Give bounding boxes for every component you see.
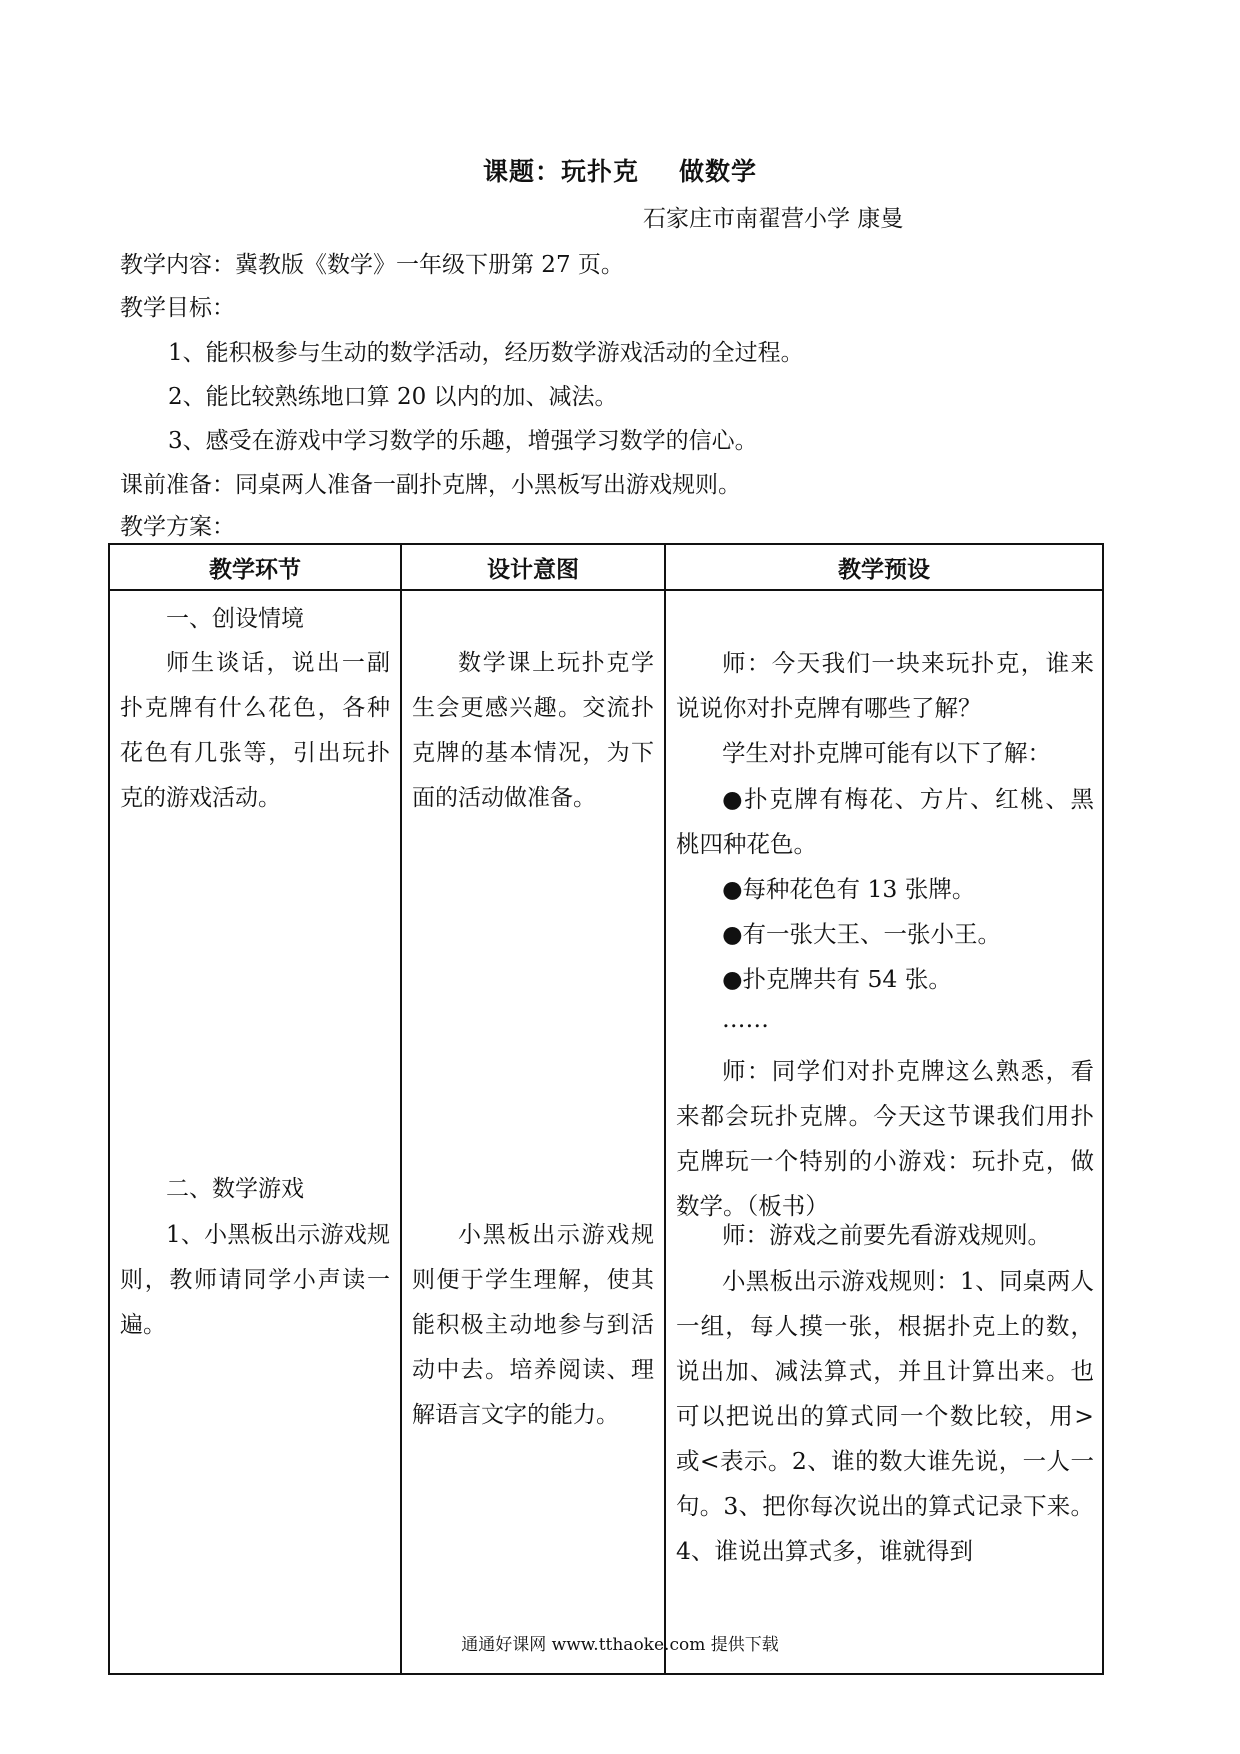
plan-label: 教学方案： [120,514,235,540]
intent-text-2: 小黑板出示游戏规则便于学生理解，使其能积极主动地参与到活动中去。培养阅读、理解语言文字的能力。 [412,1222,654,1428]
table-body-row [109,590,1103,1674]
intent-text-1: 数学课上玩扑克学生会更感兴趣。交流扑克牌的基本情况，为下面的活动做准备。 [412,650,654,811]
bullet-suits: ●扑克牌有梅花、方片、红桃、黑桃四种花色。 [676,785,1094,858]
cell-teaching-plan [665,590,1103,1674]
student-intro: 学生对扑克牌可能有以下了解： [722,739,1051,767]
teacher-question-1: 师：今天我们一块来玩扑克，谁来说说你对扑克牌有哪些了解？ [676,649,1094,722]
bullet-total: ●扑克牌共有 54 张。 [722,965,952,993]
section-text-2: 1、小黑板出示游戏规则，教师请同学小声读一遍。 [120,1222,390,1338]
cell-teaching-step [109,590,401,1674]
teacher-question-3: 师：游戏之前要先看游戏规则。 [722,1221,1051,1249]
objective-item-2: 2、能比较熟练地口算 20 以内的加、减法。 [168,384,618,410]
bullet-cards-per-suit: ●每种花色有 13 张牌。 [722,875,976,903]
game-rules: 小黑板出示游戏规则：1、同桌两人一组，每人摸一张，根据扑克上的数，说出加、减法算式，并且计算出来。也可以把说出的算式同一个数比较，用>或<表示。2、谁的数大谁先说，一人一句。3、把你每次说出的算式记录下来。4、谁说出算式多，谁就得到 [676,1267,1094,1565]
author-line: 石家庄市南翟营小学 康曼 [643,206,904,232]
cell-design-intent [401,590,665,1674]
header-teaching-step: 教学环节 [109,544,401,590]
lesson-plan-table [108,543,1104,1675]
bullet-jokers: ●有一张大王、一张小王。 [722,920,1002,948]
objective-item-1: 1、能积极参与生动的数学活动，经历数学游戏活动的全过程。 [168,340,804,366]
header-teaching-plan: 教学预设 [665,544,1103,590]
header-design-intent: 设计意图 [401,544,665,590]
teacher-question-2: 师：同学们对扑克牌这么熟悉，看来都会玩扑克牌。今天这节课我们用扑克牌玩一个特别的小游戏：玩扑克，做数学。（板书） [676,1057,1094,1220]
objectives-label: 教学目标： [120,295,235,321]
lesson-title-main: 课题：玩扑克 [482,157,639,186]
preparation-line: 课前准备：同桌两人准备一副扑克牌，小黑板写出游戏规则。 [120,472,741,498]
section-text-1: 师生谈话，说出一副扑克牌有什么花色，各种花色有几张等，引出玩扑克的游戏活动。 [120,650,390,811]
section-heading-2: 二、数学游戏 [166,1176,304,1202]
teaching-content: 教学内容：冀教版《数学》一年级下册第 27 页。 [120,252,624,278]
table-header-row [109,544,1103,590]
objective-item-3: 3、感受在游戏中学习数学的乐趣，增强学习数学的信心。 [168,428,758,454]
lesson-title-sub: 做数学 [679,157,758,186]
lesson-title [0,152,1240,188]
section-heading-1: 一、创设情境 [166,606,304,632]
footer-source: 通通好课网 www.tthaoke.com 提供下载 [461,1635,779,1655]
ellipsis: …… [722,1005,769,1033]
